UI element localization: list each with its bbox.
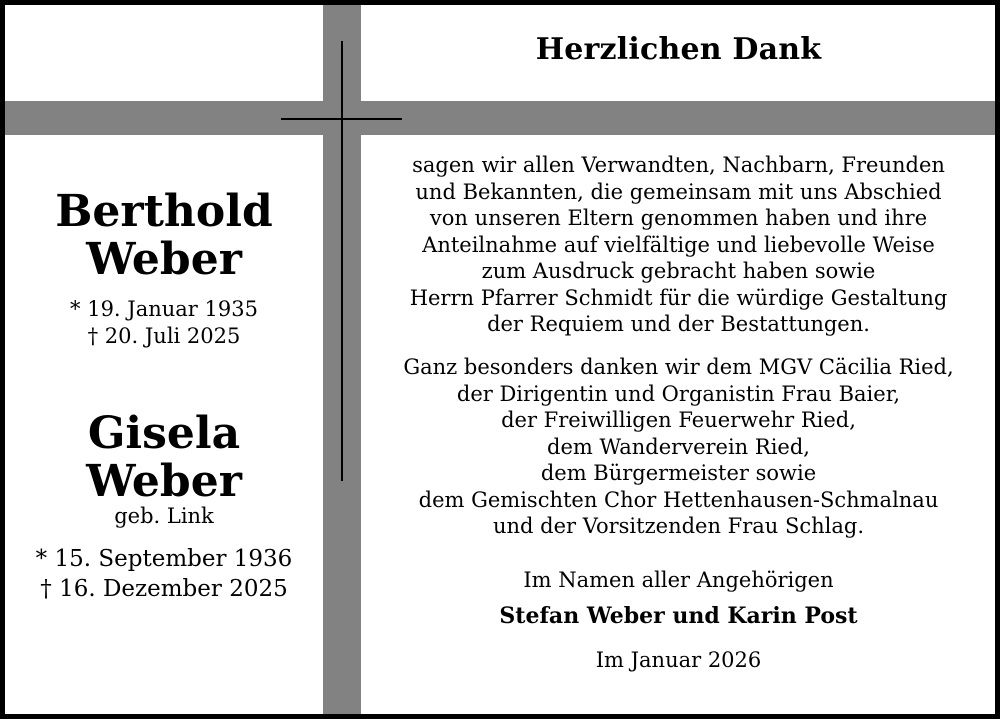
signature-intro: Im Namen aller Angehörigen — [523, 568, 834, 592]
signature-names: Stefan Weber und Karin Post — [499, 603, 858, 629]
paragraph1-line: Herrn Pfarrer Schmidt für die würdige Gestaltung — [409, 285, 948, 310]
cross-icon-vertical-stroke — [341, 41, 343, 481]
paragraph1-line: zum Ausdruck gebracht haben sowie — [481, 259, 876, 283]
person2-maiden-name: geb. Link — [114, 504, 214, 528]
thanks-paragraph-2 — [362, 354, 995, 540]
person2-died: † 16. Dezember 2025 — [40, 576, 288, 602]
person2-block — [5, 410, 323, 604]
paragraph2-line: und der Vorsitzenden Frau Schlag. — [492, 514, 865, 538]
person2-first-name: Gisela — [87, 408, 241, 459]
paragraph2-line: dem Wanderverein Ried, — [547, 434, 810, 459]
paragraph1-line: Anteilnahme auf vielfältige und liebevolle Weise — [422, 232, 935, 257]
person1-first-name: Berthold — [55, 186, 273, 237]
thanks-paragraph-1 — [362, 152, 995, 338]
paragraph2-line: Ganz besonders danken wir dem MGV Cäcilia Ried, — [403, 355, 954, 379]
person1-block — [5, 188, 323, 350]
signature-block — [362, 567, 995, 673]
paragraph2-line: dem Gemischten Chor Hettenhausen-Schmalnau — [418, 487, 939, 512]
person2-last-name: Weber — [86, 456, 242, 507]
cross-icon-horizontal-stroke — [281, 118, 402, 120]
signature-date: Im Januar 2026 — [595, 648, 762, 672]
paragraph1-line: und Bekannten, die gemeinsam mit uns Abschied — [415, 179, 942, 204]
person1-last-name: Weber — [86, 234, 242, 285]
paragraph1-line: sagen wir allen Verwandten, Nachbarn, Freunden — [412, 153, 945, 177]
paragraph2-line: der Dirigentin und Organistin Frau Baier, — [456, 381, 901, 406]
heading-title: Herzlichen Dank — [535, 32, 822, 67]
cross-bar-horizontal — [5, 101, 995, 135]
person2-born: * 15. September 1936 — [35, 546, 293, 572]
person1-died: † 20. Juli 2025 — [87, 324, 241, 348]
paragraph1-line: von unseren Eltern genommen haben und ihre — [429, 206, 928, 230]
paragraph2-line: dem Bürgermeister sowie — [540, 461, 817, 485]
paragraph2-line: der Freiwilligen Feuerwehr Ried, — [501, 408, 856, 432]
person1-born: * 19. Januar 1935 — [70, 297, 258, 321]
paragraph1-line: der Requiem und der Bestattungen. — [487, 312, 870, 336]
